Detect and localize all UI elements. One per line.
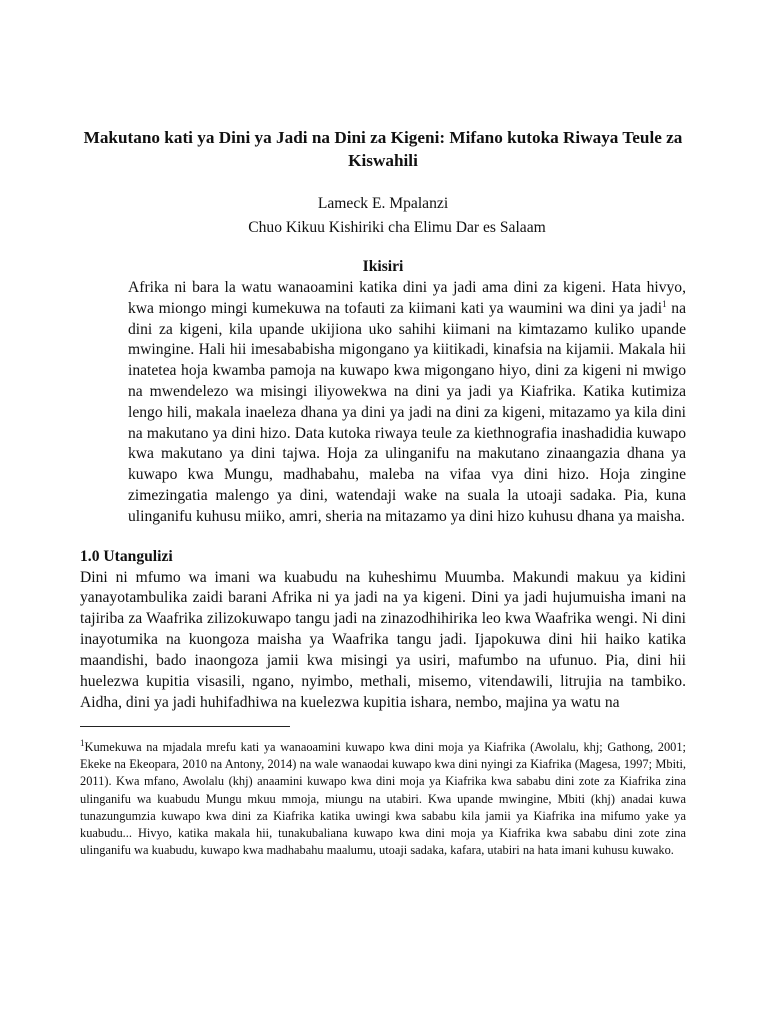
section-heading: 1.0 Utangulizi	[80, 547, 173, 565]
section-paragraph: Dini ni mfumo wa imani wa kuabudu na kuheshimu Muumba. Makundi makuu ya kidini yanayotambulika zaidi barani Afrika ni ya jadi na ya kigeni. Dini ya jadi hujumuisha imani na tajiriba za Waafrika zilizokuwapo tangu jadi na zinazodhihirika leo kwa Waafrika wengi. Ni dini inayotumika na kuongoza maisha ya Waafrika tangu jadi. Ijapokuwa dini hii haiko katika maandishi, bado inaongoza jamii kwa misingi ya usiri, mafumbo na ufunuo. Pia, dini hii huelezwa kupitia visasili, ngano, nyimbo, methali, misemo, vitendawili, litrujia na tambiko. Aidha, dini ya jadi huhifadhiwa na kuelezwa kupitia ishara, nembo, majina ya watu na	[80, 568, 686, 711]
abstract-text-part-1: Afrika ni bara la watu wanaoamini katika dini ya jadi ama dini za kigeni. Hata hivyo, kwa miongo mingi kumekuwa na tofauti za kiimani kati ya waumini wa dini ya jadi	[128, 279, 686, 317]
footnote-reference[interactable]: 1	[662, 298, 667, 309]
abstract-paragraph	[128, 278, 686, 528]
footnote-divider	[80, 726, 290, 727]
abstract-text-part-2: na dini za kigeni, kila upande ukijiona uko sahihi kiimani na kimtazamo kuliko upande mwingine. Hali hii imesababisha migongano ya kiitikadi, kinafsia na kijamii. Makala hii inatetea hoja kwamba pamoja na kuwapo kwa migongano hiyo, dini za kigeni ni mwigo na mwendelezo wa misingi iliyowekwa na dini ya jadi ya Kiafrika. Katika kutimiza lengo hili, makala inaeleza dhana ya dini ya jadi na dini za kigeni, mitazamo ya kila dini na makutano ya dini hizo. Data kutoka riwaya teule za kiethnografia inashadidia kuwapo kwa makutano ya dini tajwa. Hoja za ulinganifu na makutano zinaangazia dhana ya kuwapo kwa Mungu, madhabahu, maleba na vifaa vya dini hizo. Hoja zingine zimezingatia malengo ya dini, watendaji wake na suala la utoaji sadaka. Pia, kuna ulinganifu kuhusu miiko, amri, sheria na mitazamo ya dini hizo kuhusu dhana ya maisha.	[128, 299, 686, 525]
author-affiliation: Chuo Kikuu Kishiriki cha Elimu Dar es Salaam	[248, 219, 546, 236]
footnote-number: 1	[80, 737, 85, 748]
author-name: Lameck E. Mpalanzi	[317, 195, 449, 212]
footnote	[80, 739, 686, 859]
footnote-text: Kumekuwa na mjadala mrefu kati ya wanaoamini kuwapo kwa dini moja ya Kiafrika (Awolalu, khj; Gathong, 2001; Ekeke na Ekeopara, 2010 na Antony, 2014) na wale wanaodai kuwapo kwa dini nyingi za Kiafrika (Magesa, 1997; Mbiti, 2011). Kwa mfano, Awolalu (khj) anaamini kuwapo kwa dini moja ya Kiafrika kwa sababu dini zote za Kiafrika zina ulinganifu wa kuabudu Mungu mkuu mmoja, miungu na utabiri. Kwa upande mwingine, Mbiti (khj) anadai kuwa tunazungumzia kuwapo kwa dini za Kiafrika katika uwingi kwa sababu kila jamii ya Kiafrika ina mifumo yake ya kuabudu... Hivyo, katika makala hii, tunakubaliana kuwapo kwa dini moja ya Kiafrika kwa sababu dini zote zina ulinganifu wa kuabudu, kuwapo kwa madhabahu maalumu, utoaji sadaka, kafara, utabiri na hata imani kuhusu kuwako.	[80, 739, 686, 858]
paper-title: Makutano kati ya Dini ya Jadi na Dini za Kigeni: Mifano kutoka Riwaya Teule za Kiswahili	[83, 128, 683, 170]
abstract-heading: Ikisiri	[362, 258, 404, 275]
